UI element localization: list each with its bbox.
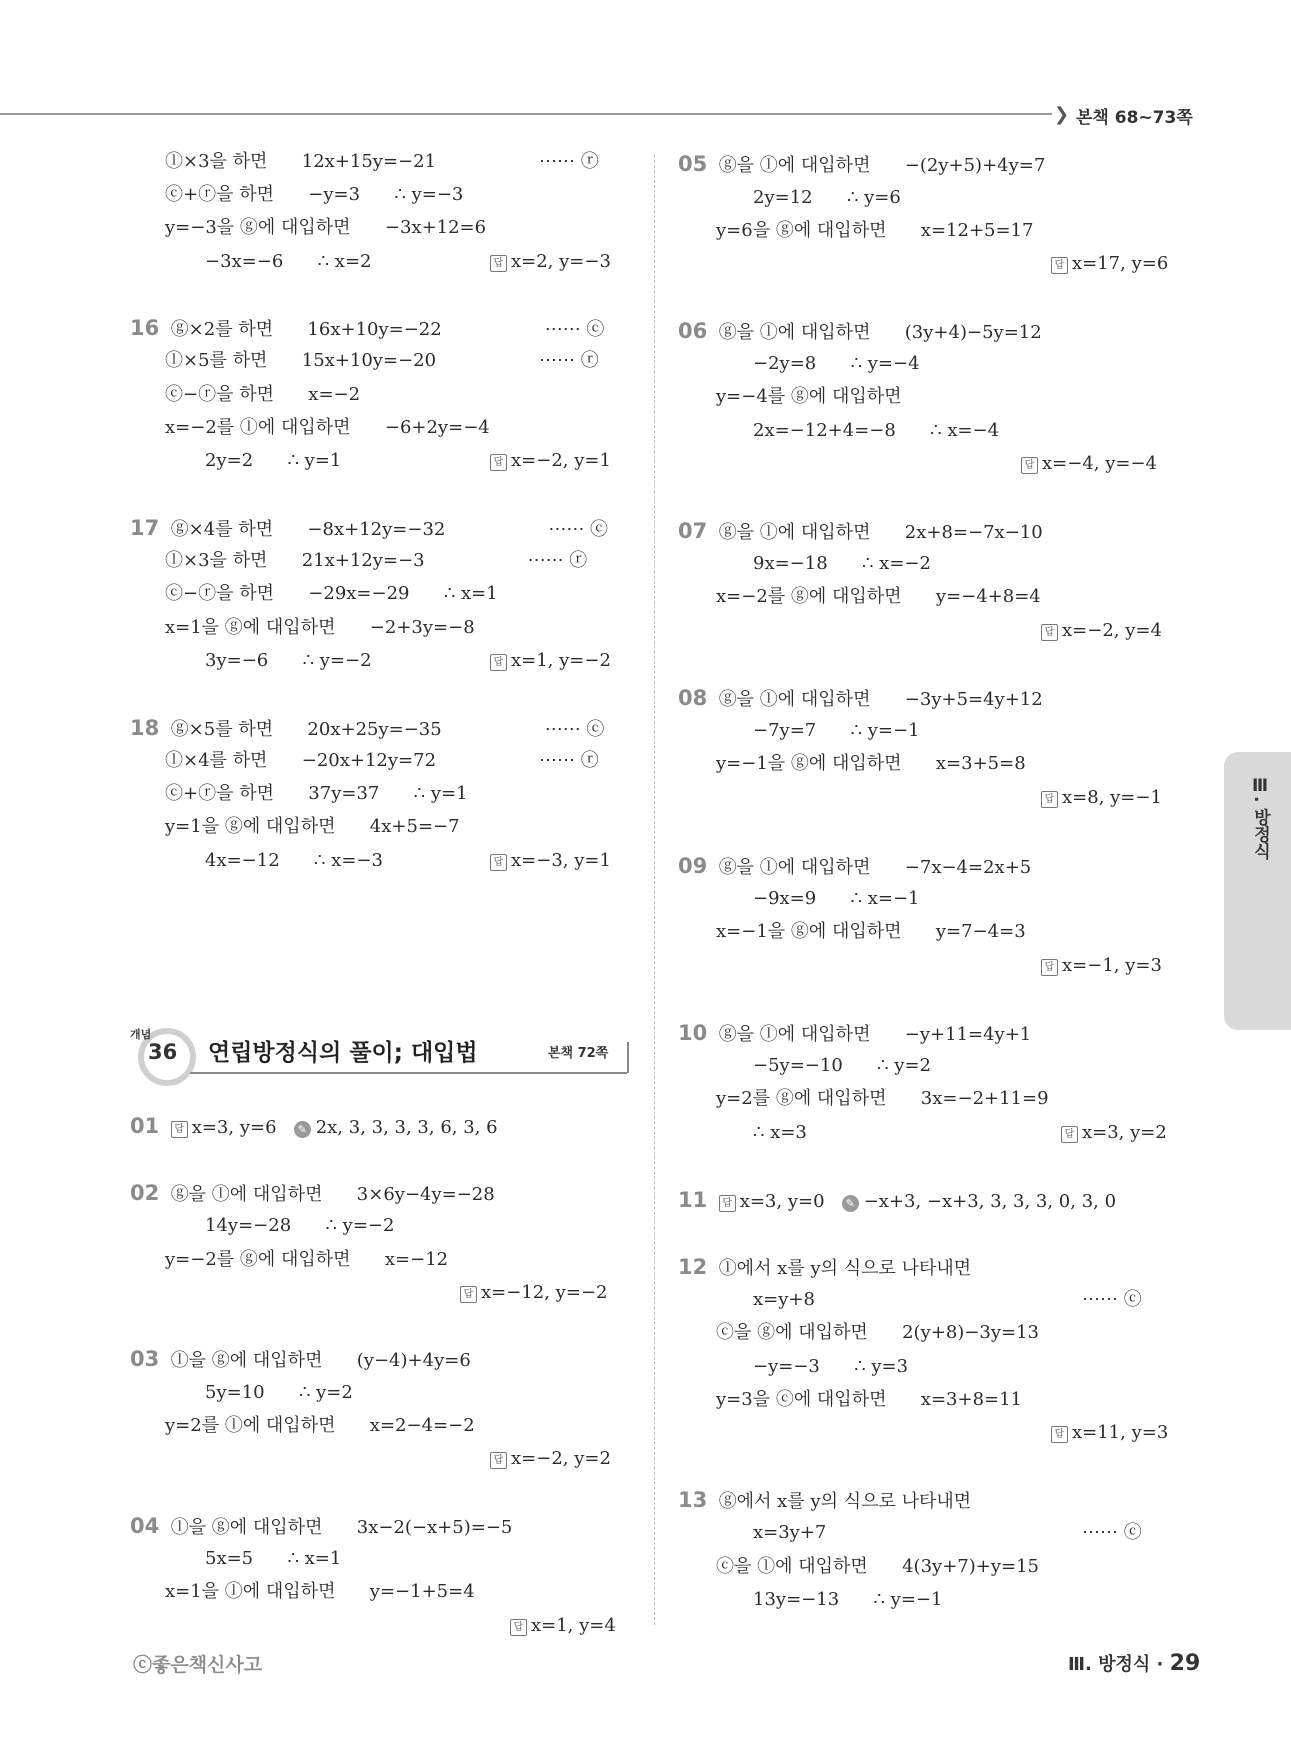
solution-line [1061,1121,1167,1145]
problem-number: 02 [130,1181,160,1205]
pencil-icon: ✎ [842,1195,859,1212]
solution-line [678,1255,971,1281]
solution-text: ⓛ을 ⓖ에 대입하면 (y−4)+4y=6 [170,1350,471,1371]
chapter-side-tab-label: Ⅲ. 방정식 [1250,776,1270,860]
answer-text: x=3, y=0 [739,1191,825,1212]
solution-line [165,183,463,207]
answer-icon: 답 [490,255,507,272]
solution-line [716,920,1026,944]
concept-label: 개념 [130,1028,152,1041]
solution-line [1021,452,1157,476]
solution-line [678,519,1043,545]
solution-line [205,649,372,673]
answer-text: x=1, y=−2 [511,650,611,671]
solution-text: ⓛ×3을 하면 12x+15y=−21 ⋯⋯ ⓡ [165,151,599,172]
solution-line [165,749,599,773]
solution-line [490,250,611,274]
solution-text: x=1을 ⓛ에 대입하면 y=−1+5=4 [165,1581,475,1602]
answer-icon: 답 [490,454,507,471]
answer-icon: 답 [460,1286,477,1303]
solution-text: x=1을 ⓖ에 대입하면 −2+3y=−8 [165,617,475,638]
answer-icon: 답 [1051,1426,1068,1443]
answer-icon: 답 [490,1452,507,1469]
solution-text: ⓛ×4를 하면 −20x+12y=72 ⋯⋯ ⓡ [165,750,599,771]
solution-line [716,1321,1039,1345]
solution-line [205,449,341,473]
answer-icon: 답 [1051,257,1068,274]
answer-text: x=−3, y=1 [511,850,611,871]
answer-icon: 답 [1021,457,1038,474]
answer-text: x=11, y=3 [1072,1422,1169,1443]
solution-text: 13y=−13 ∴ y=−1 [753,1589,943,1610]
concept-heading [130,1022,630,1078]
problem-number: 17 [130,516,160,540]
solution-text: x=−2를 ⓛ에 대입하면 −6+2y=−4 [165,417,490,438]
solution-line [716,1087,1049,1111]
solution-text: ⓖ을 ⓛ에 대입하면 3×6y−4y=−28 [170,1184,495,1205]
answer-text: x=3, y=6 [191,1117,277,1138]
solution-line [1041,786,1162,810]
solution-text: x=y+8 [753,1289,815,1310]
solution-line [716,385,902,409]
solution-line [1051,252,1168,276]
problem-number: 16 [130,316,160,340]
solution-line [490,849,611,873]
solution-line [753,552,931,576]
solution-line [753,352,920,376]
solution-line [753,719,920,743]
answer-text: x=−4, y=−4 [1042,453,1157,474]
solution-line [753,1588,942,1612]
solution-text: ⓛ×5를 하면 15x+10y=−20 ⋯⋯ ⓡ [165,350,599,371]
solution-line [490,449,611,473]
solution-line [678,1488,971,1514]
answer-icon: 답 [171,1121,188,1138]
solution-line [165,416,490,440]
problem-number: 11 [678,1188,708,1212]
page-footer [1068,1650,1200,1676]
solution-line [678,1188,1116,1214]
solution-line [165,549,587,573]
answer-text: x=−2, y=4 [1062,620,1162,641]
solution-text: −5y=−10 ∴ y=2 [753,1055,931,1076]
solution-text: y=2를 ⓖ에 대입하면 3x=−2+11=9 [716,1088,1049,1109]
solution-text: ⓒ+ⓡ을 하면 37y=37 ∴ y=1 [165,783,468,804]
solution-line [130,1514,512,1540]
problem-number: 08 [678,686,708,710]
pencil-icon: ✎ [294,1121,311,1138]
solution-text: ⓒ을 ⓛ에 대입하면 4(3y+7)+y=15 [716,1556,1039,1577]
solution-line [1041,619,1162,643]
answer-icon: 답 [719,1195,736,1212]
solution-line [205,1214,394,1238]
solution-line [716,1388,1022,1412]
problem-number: 13 [678,1488,708,1512]
solution-line [165,815,460,839]
solution-text: y=6을 ⓖ에 대입하면 x=12+5=17 [716,220,1034,241]
solution-line [165,582,498,606]
solution-line [165,349,599,373]
solution-text: ⓖ을 ⓛ에 대입하면 (3y+4)−5y=12 [718,322,1042,343]
solution-line [678,152,1045,178]
problem-number: 06 [678,319,708,343]
answer-text: x=1, y=4 [531,1615,616,1636]
solution-line [165,1414,475,1438]
solution-text: y=3을 ⓒ에 대입하면 x=3+8=11 [716,1389,1023,1410]
problem-number: 18 [130,716,160,740]
solution-text: ⋯⋯ ⓒ [1082,1522,1142,1543]
solution-text: −y=−3 ∴ y=3 [753,1356,909,1377]
answer-text: x=2, y=−3 [511,251,611,272]
concept-number: 36 [148,1040,178,1064]
solution-line [490,1447,611,1471]
solution-line [165,1248,448,1272]
answer-icon: 답 [1041,624,1058,641]
solution-line [130,1114,498,1140]
problem-number: 01 [130,1114,160,1138]
solution-line [165,383,360,407]
solution-text: ⓖ을 ⓛ에 대입하면 2x+8=−7x−10 [718,522,1043,543]
solution-text: y=−1을 ⓖ에 대입하면 x=3+5=8 [716,753,1026,774]
solution-text: −2y=8 ∴ y=−4 [753,353,920,374]
fill-in-answers: 2x, 3, 3, 3, 3, 6, 3, 6 [315,1117,498,1138]
concept-bracket [627,1042,629,1073]
solution-text: ⓛ에서 x를 y의 식으로 나타내면 [718,1258,972,1279]
solution-text: 2x=−12+4=−8 ∴ x=−4 [753,420,1000,441]
answer-text: x=−1, y=3 [1062,955,1162,976]
solution-line [165,1580,475,1604]
solution-text: −7y=7 ∴ y=−1 [753,720,920,741]
solution-text: 2y=2 ∴ y=1 [205,450,342,471]
solution-text: y=−2를 ⓖ에 대입하면 x=−12 [165,1249,449,1270]
solution-line [716,219,1033,243]
solution-text: x=−1을 ⓖ에 대입하면 y=7−4=3 [716,921,1026,942]
solution-line [1041,954,1162,978]
problem-number: 09 [678,854,708,878]
solution-line [753,1355,908,1379]
solution-line [130,1181,495,1207]
solution-line [753,1521,826,1545]
solution-line [130,516,608,542]
solution-text: ⓖ을 ⓛ에 대입하면 −(2y+5)+4y=7 [718,155,1046,176]
solution-line [678,854,1031,880]
solution-line [205,1381,353,1405]
answer-text: x=−12, y=−2 [481,1282,608,1303]
answer-icon: 답 [1041,959,1058,976]
footer-chapter: Ⅲ. 방정식 · [1068,1654,1164,1675]
answer-icon: 답 [510,1619,527,1636]
column-divider [654,155,655,1625]
solution-text: ⓒ을 ⓖ에 대입하면 2(y+8)−3y=13 [716,1322,1039,1343]
solution-text: 5y=10 ∴ y=2 [205,1382,353,1403]
solution-text: ⓒ−ⓡ을 하면 −29x=−29 ∴ x=1 [165,583,498,604]
solution-text: x=3y+7 [753,1522,827,1543]
solution-line [1082,1521,1142,1545]
solution-line [716,752,1026,776]
page-number: 29 [1169,1651,1201,1676]
problem-number: 04 [130,1514,160,1538]
solution-line [165,616,475,640]
solution-line [678,319,1042,345]
solution-text: 9x=−18 ∴ x=−2 [753,553,931,574]
solution-text: ⓖ에서 x를 y의 식으로 나타내면 [718,1491,972,1512]
solution-line [753,1054,931,1078]
solution-line [205,250,372,274]
solution-text: ⋯⋯ ⓒ [1082,1289,1142,1310]
solution-line [205,1547,341,1571]
solution-line [130,716,604,742]
solution-line [678,686,1043,712]
solution-text: y=2를 ⓛ에 대입하면 x=2−4=−2 [165,1415,475,1436]
problem-number: 10 [678,1021,708,1045]
problem-number: 03 [130,1347,160,1371]
problem-number: 05 [678,152,708,176]
answer-text: x=3, y=2 [1082,1122,1167,1143]
answer-icon: 답 [490,854,507,871]
solution-line [490,649,611,673]
solution-text: ⓖ을 ⓛ에 대입하면 −y+11=4y+1 [718,1024,1032,1045]
concept-title: 연립방정식의 풀이; 대입법 [208,1040,478,1066]
solution-text: 5x=5 ∴ x=1 [205,1548,342,1569]
solution-text: y=−3을 ⓖ에 대입하면 −3x+12=6 [165,217,487,238]
solution-line [716,585,1041,609]
solution-line [130,1347,471,1373]
solution-text: ⓖ×2를 하면 16x+10y=−22 ⋯⋯ ⓒ [170,319,605,340]
solution-text: x=−2를 ⓖ에 대입하면 y=−4+8=4 [716,586,1041,607]
solution-text: 3y=−6 ∴ y=−2 [205,650,372,671]
header-rule [0,113,1052,115]
solution-line [753,419,999,443]
solution-text: −9x=9 ∴ x=−1 [753,888,920,909]
solution-text: 4x=−12 ∴ x=−3 [205,850,383,871]
fill-in-answers: −x+3, −x+3, 3, 3, 3, 0, 3, 0 [863,1191,1117,1212]
solution-line [1051,1421,1168,1445]
solution-line [753,1288,815,1312]
problem-number: 12 [678,1255,708,1279]
solution-text: ⓖ을 ⓛ에 대입하면 −3y+5=4y+12 [718,689,1043,710]
solution-text: ⓛ×3을 하면 21x+12y=−3 ⋯⋯ ⓡ [165,550,588,571]
solution-text: ⓒ−ⓡ을 하면 x=−2 [165,384,361,405]
concept-underline [190,1072,627,1074]
solution-line [753,1121,807,1145]
solution-text: ∴ x=3 [753,1122,807,1143]
solution-text: 2y=12 ∴ y=6 [753,187,901,208]
problem-number: 07 [678,519,708,543]
solution-line [165,782,468,806]
solution-line [460,1281,607,1305]
solution-line [165,150,599,174]
solution-line [205,849,383,873]
solution-text: ⓒ+ⓡ을 하면 −y=3 ∴ y=−3 [165,184,464,205]
answer-text: x=8, y=−1 [1062,787,1162,808]
solution-text: ⓖ×5를 하면 20x+25y=−35 ⋯⋯ ⓒ [170,719,605,740]
solution-line [716,1555,1039,1579]
answer-icon: 답 [490,654,507,671]
solution-line [165,216,486,240]
solution-text: 14y=−28 ∴ y=−2 [205,1215,395,1236]
solution-line [753,887,920,911]
solution-text: −3x=−6 ∴ x=2 [205,251,372,272]
answer-icon: 답 [1041,791,1058,808]
solution-text: ⓛ을 ⓖ에 대입하면 3x−2(−x+5)=−5 [170,1517,513,1538]
solution-text: ⓖ을 ⓛ에 대입하면 −7x−4=2x+5 [718,857,1032,878]
page-reference: 본책 68~73쪽 [1076,108,1193,128]
answer-text: x=−2, y=1 [511,450,611,471]
solution-line [1082,1288,1142,1312]
chapter-side-tab [1224,752,1291,1030]
solution-line [130,316,604,342]
concept-reference: 본책 72쪽 [548,1046,609,1061]
answer-text: x=−2, y=2 [511,1448,611,1469]
solution-text: ⓖ×4를 하면 −8x+12y=−32 ⋯⋯ ⓒ [170,519,609,540]
chevron-right-icon: ❯ [1054,104,1070,125]
answer-icon: 답 [1061,1126,1078,1143]
solution-line [510,1614,616,1638]
solution-text: y=1을 ⓖ에 대입하면 4x+5=−7 [165,816,460,837]
publisher-logo: ⓒ좋은책신사고 [133,1654,263,1676]
answer-text: x=17, y=6 [1072,253,1169,274]
solution-line [678,1021,1031,1047]
solution-text: y=−4를 ⓖ에 대입하면 [716,386,902,407]
solution-line [753,186,901,210]
